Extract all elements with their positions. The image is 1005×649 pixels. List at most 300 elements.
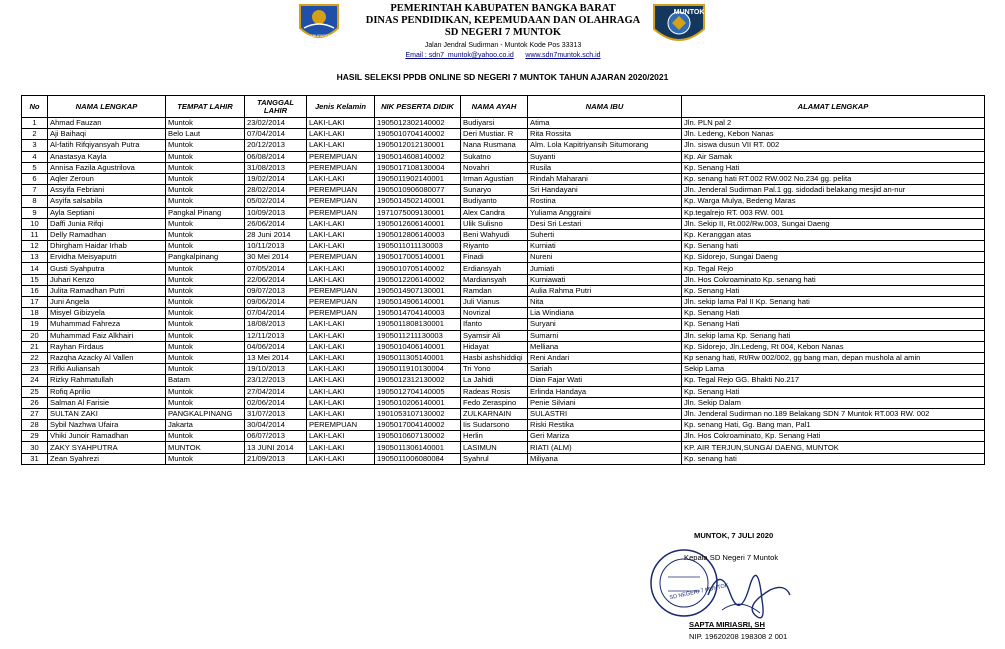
cell-address: Kp.tegalrejo RT. 003 RW. 001 (682, 207, 985, 218)
cell-mother: RIATI (ALM) (528, 442, 682, 453)
cell-no: 16 (22, 285, 48, 296)
cell-birthdate: 18/08/2013 (245, 319, 307, 330)
cell-nik: 1905014906140001 (375, 297, 461, 308)
table-row (22, 196, 985, 207)
cell-father: Budiyanto (461, 196, 528, 207)
table-row (22, 185, 985, 196)
cell-father: Hasbi ashshiddiqi (461, 352, 528, 363)
cell-father: LASIMUN (461, 442, 528, 453)
cell-mother: Lia Windiana (528, 308, 682, 319)
cell-no: 9 (22, 207, 48, 218)
letterhead-line-1: PEMERINTAH KABUPATEN BANGKA BARAT (390, 3, 616, 14)
cell-nik: 1905011902140001 (375, 173, 461, 184)
cell-address: Sekip Lama (682, 364, 985, 375)
cell-gender: LAKI-LAKI (307, 218, 375, 229)
cell-no: 26 (22, 397, 48, 408)
cell-nik: 1905011306140001 (375, 442, 461, 453)
cell-gender: LAKI-LAKI (307, 229, 375, 240)
cell-address: Kp. Senang hati (682, 241, 985, 252)
cell-father: Novahri (461, 162, 528, 173)
table-row (22, 330, 985, 341)
cell-birthplace: Muntok (166, 173, 245, 184)
cell-address: Jln. Sekip Dalam (682, 397, 985, 408)
cell-birthdate: 26/06/2014 (245, 218, 307, 229)
table-row (22, 297, 985, 308)
cell-nik: 1905012606140001 (375, 218, 461, 229)
cell-mother: Suryani (528, 319, 682, 330)
cell-gender: LAKI-LAKI (307, 241, 375, 252)
table-row (22, 229, 985, 240)
cell-name: Salman Al Farisie (48, 397, 166, 408)
cell-gender: LAKI-LAKI (307, 408, 375, 419)
cell-nik: 1905011006080084 (375, 453, 461, 464)
cell-no: 7 (22, 185, 48, 196)
cell-no: 23 (22, 364, 48, 375)
cell-mother: Nita (528, 297, 682, 308)
cell-birthplace: Muntok (166, 140, 245, 151)
column-header-birthdate: TANGGAL LAHIR (245, 96, 307, 118)
cell-birthplace: Muntok (166, 285, 245, 296)
cell-name: Rizky Rahmatullah (48, 375, 166, 386)
cell-birthdate: 06/08/2014 (245, 151, 307, 162)
cell-gender: LAKI-LAKI (307, 397, 375, 408)
cell-mother: Nureni (528, 252, 682, 263)
cell-birthplace: Muntok (166, 397, 245, 408)
cell-no: 17 (22, 297, 48, 308)
selection-results-table (21, 95, 985, 465)
regency-logo-text: KABUPATEN (307, 33, 331, 38)
cell-birthplace: Muntok (166, 297, 245, 308)
cell-father: Tri Yono (461, 364, 528, 375)
cell-no: 19 (22, 319, 48, 330)
cell-name: Assyifa Febriani (48, 185, 166, 196)
cell-name: Razqha Azacky Al Vallen (48, 352, 166, 363)
stamp-label: SD NEGERI 7 MUNTOK (669, 582, 730, 602)
cell-name: Aqler Zeroun (48, 173, 166, 184)
cell-no: 8 (22, 196, 48, 207)
cell-nik: 1905011808130001 (375, 319, 461, 330)
cell-nik: 1905010607130002 (375, 431, 461, 442)
cell-address: Kp. Tegal Rejo GG. Bhakti No.217 (682, 375, 985, 386)
cell-address: Kp. senang Hati, Gg. Bang man, Pal1 (682, 420, 985, 431)
school-address: Jalan Jendral Sudirman - Muntok Kode Pos 33313 (424, 42, 582, 49)
cell-gender: LAKI-LAKI (307, 453, 375, 464)
cell-father: La Jahidi (461, 375, 528, 386)
column-header-no: No (22, 96, 48, 118)
table-header-row (22, 96, 985, 118)
cell-name: Juni Angela (48, 297, 166, 308)
cell-birthdate: 31/08/2013 (245, 162, 307, 173)
cell-birthdate: 19/02/2014 (245, 173, 307, 184)
cell-father: Ramdan (461, 285, 528, 296)
cell-birthplace: Muntok (166, 185, 245, 196)
cell-name: Julita Ramadhan Putri (48, 285, 166, 296)
cell-nik: 1905010906080077 (375, 185, 461, 196)
cell-gender: LAKI-LAKI (307, 330, 375, 341)
cell-no: 21 (22, 341, 48, 352)
cell-father: Iis Sudarsono (461, 420, 528, 431)
cell-birthdate: 09/06/2014 (245, 297, 307, 308)
cell-mother: Riski Restika (528, 420, 682, 431)
cell-father: Ulik Sulisno (461, 218, 528, 229)
cell-address: Jln. Jenderal Sudirman Pal.1 gg. sidodadi belakang mesjid an-nur (682, 185, 985, 196)
column-header-address: ALAMAT LENGKAP (682, 96, 985, 118)
cell-mother: Atima (528, 118, 682, 129)
cell-name: SULTAN ZAKI (48, 408, 166, 419)
cell-name: Delly Ramadhan (48, 229, 166, 240)
cell-mother: Sri Handayani (528, 185, 682, 196)
cell-birthdate: 09/07/2013 (245, 285, 307, 296)
table-row (22, 408, 985, 419)
cell-gender: PEREMPUAN (307, 297, 375, 308)
cell-gender: PEREMPUAN (307, 185, 375, 196)
table-row (22, 341, 985, 352)
table-row (22, 397, 985, 408)
cell-birthplace: Muntok (166, 274, 245, 285)
cell-no: 25 (22, 386, 48, 397)
cell-gender: LAKI-LAKI (307, 341, 375, 352)
cell-birthplace: Belo Laut (166, 129, 245, 140)
cell-address: Kp. senang hati RT.002 RW.002 No.234 gg. pelita (682, 173, 985, 184)
cell-no: 18 (22, 308, 48, 319)
cell-birthplace: Muntok (166, 196, 245, 207)
cell-birthplace: Muntok (166, 308, 245, 319)
cell-birthplace: Muntok (166, 118, 245, 129)
cell-birthplace: Muntok (166, 241, 245, 252)
cell-no: 30 (22, 442, 48, 453)
school-logo-text: MUNTOK 7 (673, 9, 710, 16)
table-row (22, 162, 985, 173)
cell-name: Rofiq Aprilio (48, 386, 166, 397)
cell-gender: PEREMPUAN (307, 252, 375, 263)
cell-mother: Kurniati (528, 241, 682, 252)
table-row (22, 218, 985, 229)
cell-no: 22 (22, 352, 48, 363)
cell-nik: 1905010705140002 (375, 263, 461, 274)
cell-birthplace: Muntok (166, 162, 245, 173)
cell-mother: Yuliama Anggraini (528, 207, 682, 218)
table-row (22, 241, 985, 252)
table-body (22, 118, 985, 465)
cell-father: Herlin (461, 431, 528, 442)
cell-name: Annisa Fazila Agustrilova (48, 162, 166, 173)
cell-father: Beni Wahyudi (461, 229, 528, 240)
cell-father: Syahrul (461, 453, 528, 464)
cell-name: Misyel Gibizyela (48, 308, 166, 319)
cell-name: Vhiki Junoir Ramadhan (48, 431, 166, 442)
cell-address: Jln. PLN pal 2 (682, 118, 985, 129)
cell-father: Finadi (461, 252, 528, 263)
cell-address: Kp. senang hati (682, 453, 985, 464)
cell-father: Mardiansyah (461, 274, 528, 285)
table-row (22, 173, 985, 184)
cell-nik: 1905014907130001 (375, 285, 461, 296)
cell-nik: 1905017108130004 (375, 162, 461, 173)
cell-no: 4 (22, 151, 48, 162)
cell-mother: Suyanti (528, 151, 682, 162)
cell-birthplace: Muntok (166, 352, 245, 363)
cell-birthplace: Muntok (166, 218, 245, 229)
cell-birthdate: 23/12/2013 (245, 375, 307, 386)
cell-nik: 1905017004140002 (375, 420, 461, 431)
cell-nik: 1905011211130003 (375, 330, 461, 341)
cell-gender: PEREMPUAN (307, 196, 375, 207)
cell-name: Al-fatih Rifqiyansyah Putra (48, 140, 166, 151)
cell-address: Kp. Senang Hati (682, 285, 985, 296)
cell-mother: Dian Fajar Wati (528, 375, 682, 386)
cell-address: Kp. Senang Hati (682, 308, 985, 319)
cell-mother: Rostina (528, 196, 682, 207)
cell-gender: LAKI-LAKI (307, 319, 375, 330)
cell-address: Kp. Keranggan atas (682, 229, 985, 240)
cell-father: Budiyarsi (461, 118, 528, 129)
cell-mother: Rita Rossita (528, 129, 682, 140)
cell-father: Deri Mustiar. R (461, 129, 528, 140)
cell-nik: 1905012206140002 (375, 274, 461, 285)
table-row (22, 285, 985, 296)
cell-nik: 1901053107130002 (375, 408, 461, 419)
letterhead-line-2: DINAS PENDIDIKAN, KEPEMUDAAN DAN OLAHRAGA (365, 15, 641, 26)
cell-gender: LAKI-LAKI (307, 442, 375, 453)
table-row (22, 151, 985, 162)
cell-birthplace: Muntok (166, 151, 245, 162)
cell-birthplace: Muntok (166, 453, 245, 464)
column-header-father: NAMA AYAH (461, 96, 528, 118)
cell-birthplace: Muntok (166, 386, 245, 397)
column-header-gender: Jenis Kelamin (307, 96, 375, 118)
cell-address: Kp. Senang Hati (682, 162, 985, 173)
table-row (22, 386, 985, 397)
cell-father: Hidayat (461, 341, 528, 352)
cell-nik: 1905014608140002 (375, 151, 461, 162)
cell-address: Jln. Jenderal Sudirman no.189 Belakang SDN 7 Muntok RT.003 RW. 002 (682, 408, 985, 419)
cell-mother: Alm. Lola Kapitriyansih Situmorang (528, 140, 682, 151)
cell-no: 11 (22, 229, 48, 240)
table-row (22, 140, 985, 151)
cell-mother: Desi Sri Lestari (528, 218, 682, 229)
cell-nik: 1971075009130001 (375, 207, 461, 218)
table-row (22, 252, 985, 263)
cell-nik: 1905011910130004 (375, 364, 461, 375)
cell-name: Aji Baihaqi (48, 129, 166, 140)
cell-father: Radeas Rosis (461, 386, 528, 397)
cell-address: Jln. Sekip II, Rt.002/Rw.003, Sungai Daeng (682, 218, 985, 229)
cell-nik: 1905014502140001 (375, 196, 461, 207)
cell-birthplace: Jakarta (166, 420, 245, 431)
cell-birthplace: Muntok (166, 341, 245, 352)
cell-gender: LAKI-LAKI (307, 375, 375, 386)
cell-no: 3 (22, 140, 48, 151)
cell-birthdate: 04/06/2014 (245, 341, 307, 352)
cell-mother: SULASTRI (528, 408, 682, 419)
cell-gender: LAKI-LAKI (307, 129, 375, 140)
cell-nik: 1905010406140001 (375, 341, 461, 352)
cell-father: Syamsir Ali (461, 330, 528, 341)
cell-no: 15 (22, 274, 48, 285)
cell-birthdate: 07/04/2014 (245, 129, 307, 140)
cell-address: Kp. Tegal Rejo (682, 263, 985, 274)
letterhead (0, 0, 1005, 70)
cell-name: Sybil Nazhwa Ufaira (48, 420, 166, 431)
cell-birthdate: 06/07/2013 (245, 431, 307, 442)
cell-gender: LAKI-LAKI (307, 274, 375, 285)
cell-address: Kp. Air Samak (682, 151, 985, 162)
cell-nik: 1905012302140002 (375, 118, 461, 129)
cell-address: Jln. siswa dusun VII RT. 002 (682, 140, 985, 151)
cell-gender: PEREMPUAN (307, 420, 375, 431)
cell-father: Ifanto (461, 319, 528, 330)
table-row (22, 375, 985, 386)
cell-name: Ahmad Fauzan (48, 118, 166, 129)
cell-mother: Rusila (528, 162, 682, 173)
cell-no: 13 (22, 252, 48, 263)
cell-birthplace: Muntok (166, 263, 245, 274)
school-contact (330, 51, 676, 60)
cell-birthplace: Muntok (166, 330, 245, 341)
cell-mother: Geri Mariza (528, 431, 682, 442)
cell-address: Kp. Warga Mulya, Bedeng Maras (682, 196, 985, 207)
cell-mother: Reni Andari (528, 352, 682, 363)
cell-nik: 1905011305140001 (375, 352, 461, 363)
cell-name: Muhammad Fahreza (48, 319, 166, 330)
signature-date: MUNTOK, 7 JULI 2020 (694, 531, 774, 540)
cell-name: Dhirgham Haidar Irhab (48, 241, 166, 252)
cell-gender: LAKI-LAKI (307, 263, 375, 274)
cell-nik: 1905010206140001 (375, 397, 461, 408)
cell-address: Jln. Ledeng, Kebon Nanas (682, 129, 985, 140)
cell-birthdate: 19/10/2013 (245, 364, 307, 375)
cell-father: Sukatno (461, 151, 528, 162)
letterhead-line-3: SD NEGERI 7 MUNTOK (444, 27, 562, 38)
cell-birthplace: Muntok (166, 431, 245, 442)
cell-birthdate: 30/04/2014 (245, 420, 307, 431)
cell-no: 6 (22, 173, 48, 184)
table-row (22, 129, 985, 140)
cell-no: 10 (22, 218, 48, 229)
cell-address: Jln. sekip lama Pal II Kp. Senang hati (682, 297, 985, 308)
cell-no: 31 (22, 453, 48, 464)
cell-birthdate: 12/11/2013 (245, 330, 307, 341)
cell-nik: 1905012704140005 (375, 386, 461, 397)
table-row (22, 118, 985, 129)
cell-address: Kp. Sidorejo, Jln.Ledeng, Rt 004, Kebon Nanas (682, 341, 985, 352)
cell-address: Jln. Hos Cokroaminato Kp. senang hati (682, 274, 985, 285)
cell-gender: LAKI-LAKI (307, 386, 375, 397)
cell-address: Kp. Sidorejo, Sungai Daeng (682, 252, 985, 263)
cell-mother: Jumiati (528, 263, 682, 274)
cell-no: 2 (22, 129, 48, 140)
cell-name: ZAKY SYAHPUTRA (48, 442, 166, 453)
cell-name: Ervidha Meisyaputri (48, 252, 166, 263)
cell-gender: PEREMPUAN (307, 207, 375, 218)
cell-father: Juli Vianus (461, 297, 528, 308)
cell-birthplace: Batam (166, 375, 245, 386)
cell-mother: Sumarni (528, 330, 682, 341)
cell-father: Riyanto (461, 241, 528, 252)
column-header-mother: NAMA IBU (528, 96, 682, 118)
cell-address: Jln. sekip lama Kp. Senang hati (682, 330, 985, 341)
cell-birthdate: 28/02/2014 (245, 185, 307, 196)
cell-name: Asyifa salsabila (48, 196, 166, 207)
signature-role: Kepala SD Negeri 7 Muntok (684, 553, 779, 562)
table-row (22, 453, 985, 464)
cell-name: Rayhan Firdaus (48, 341, 166, 352)
cell-no: 14 (22, 263, 48, 274)
school-website-link[interactable]: www.sdn7muntok.sch.id (525, 52, 601, 59)
cell-no: 1 (22, 118, 48, 129)
cell-address: Kp senang hati, Rt/Rw 002/002, gg bang man, depan mushola al amin (682, 352, 985, 363)
column-header-birthplace: TEMPAT LAHIR (166, 96, 245, 118)
cell-mother: Penie Silviani (528, 397, 682, 408)
cell-mother: Erlinda Handaya (528, 386, 682, 397)
cell-mother: Suherti (528, 229, 682, 240)
table-row (22, 442, 985, 453)
cell-birthplace: Muntok (166, 364, 245, 375)
cell-father: Fedo Zeraspino (461, 397, 528, 408)
cell-name: Muhammad Faiz Alkhairi (48, 330, 166, 341)
table-row (22, 352, 985, 363)
cell-mother: Rindah Maharani (528, 173, 682, 184)
cell-father: Nana Rusmana (461, 140, 528, 151)
cell-gender: PEREMPUAN (307, 308, 375, 319)
cell-address: KP. AIR TERJUN,SUNGAI DAENG, MUNTOK (682, 442, 985, 453)
cell-nik: 1905017005140001 (375, 252, 461, 263)
cell-father: ZULKARNAIN (461, 408, 528, 419)
cell-address: Kp. Senang Hati (682, 386, 985, 397)
column-header-name: NAMA LENGKAP (48, 96, 166, 118)
cell-birthdate: 30 Mei 2014 (245, 252, 307, 263)
cell-gender: LAKI-LAKI (307, 352, 375, 363)
cell-birthplace: Muntok (166, 319, 245, 330)
cell-father: Sunaryo (461, 185, 528, 196)
table-row (22, 207, 985, 218)
cell-birthdate: 05/02/2014 (245, 196, 307, 207)
column-header-nik: NIK PESERTA DIDIK (375, 96, 461, 118)
cell-birthplace: MUNTOK (166, 442, 245, 453)
cell-nik: 1905012312130002 (375, 375, 461, 386)
cell-birthplace: Pangkalpinang (166, 252, 245, 263)
cell-gender: PEREMPUAN (307, 285, 375, 296)
cell-nik: 1905012012130001 (375, 140, 461, 151)
school-email-link[interactable]: Email : sdn7_muntok@yahoo.co.id (405, 52, 514, 59)
cell-nik: 1905011011130003 (375, 241, 461, 252)
cell-birthdate: 28 Juni 2014 (245, 229, 307, 240)
cell-mother: Melliana (528, 341, 682, 352)
cell-mother: Aulia Rahma Putri (528, 285, 682, 296)
cell-name: Gusti Syahputra (48, 263, 166, 274)
cell-birthdate: 07/04/2014 (245, 308, 307, 319)
cell-gender: PEREMPUAN (307, 151, 375, 162)
table-row (22, 431, 985, 442)
cell-birthdate: 21/09/2013 (245, 453, 307, 464)
cell-gender: LAKI-LAKI (307, 364, 375, 375)
cell-name: Zean Syahrezi (48, 453, 166, 464)
signatory-name: SAPTA MIRIASRI, SH (689, 620, 765, 629)
cell-birthdate: 23/02/2014 (245, 118, 307, 129)
cell-birthdate: 10/11/2013 (245, 241, 307, 252)
cell-mother: Kurniawati (528, 274, 682, 285)
document-title: HASIL SELEKSI PPDB ONLINE SD NEGERI 7 MUNTOK TAHUN AJARAN 2020/2021 (336, 72, 669, 82)
cell-birthplace: PANGKALPINANG (166, 408, 245, 419)
table-row (22, 274, 985, 285)
table-row (22, 420, 985, 431)
cell-father: Alex Candra (461, 207, 528, 218)
cell-birthplace: Pangkal Pinang (166, 207, 245, 218)
school-logo-icon (648, 1, 710, 47)
cell-no: 5 (22, 162, 48, 173)
cell-address: Kp. Senang Hati (682, 319, 985, 330)
cell-gender: LAKI-LAKI (307, 140, 375, 151)
